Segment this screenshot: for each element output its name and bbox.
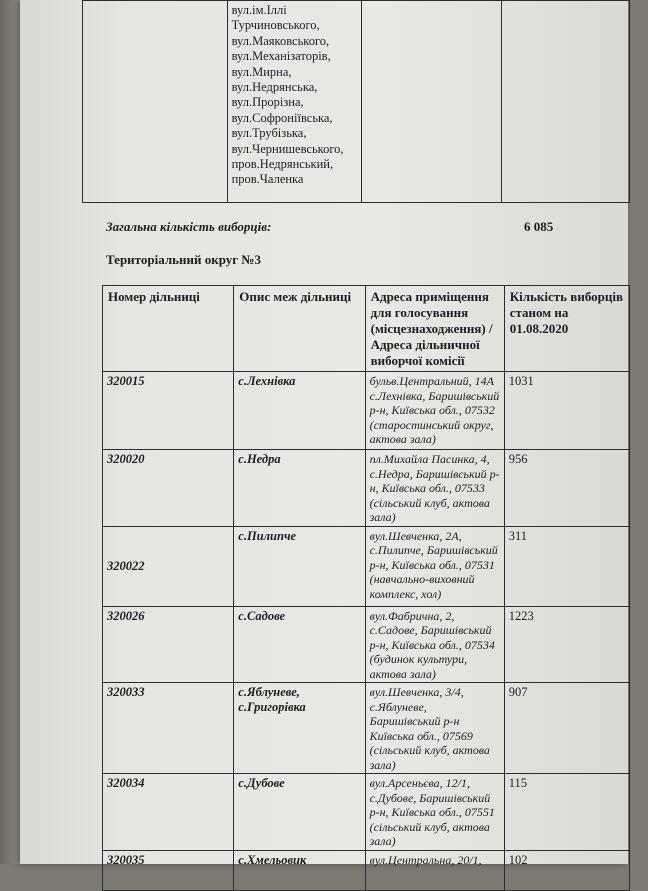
table-row <box>83 1 630 203</box>
previous-district-table <box>82 0 630 203</box>
total-voters-value: 6 085 <box>524 219 554 234</box>
station-address: вул.Шевченка, 3/4, с.Яблуневе, Баришівський р-н Київська обл., 07569 (сільський клуб, актова зала) <box>365 683 504 774</box>
station-voters: 311 <box>504 526 629 606</box>
street-line: вул.Мирна, <box>231 64 292 79</box>
station-address: пл.Михайла Пасинка, 4, с.Недра, Баришівський р-н, Київська обл., 07533 (сільський клуб, актова зала) <box>365 450 504 527</box>
district-title: Територіальний округ №3 <box>106 252 261 267</box>
table-row <box>103 526 630 606</box>
table-row <box>103 372 630 450</box>
station-voters: 102 <box>504 850 629 890</box>
street-line: вул.Недрянська, <box>231 80 318 95</box>
page-edge-shadow <box>0 0 20 864</box>
station-villages: с.Недра <box>234 450 365 527</box>
empty-cell <box>362 1 502 203</box>
station-number: 320020 <box>103 450 234 527</box>
street-line: вул.Механізаторів, <box>231 49 331 64</box>
station-villages: с.Хмельовик <box>234 850 365 890</box>
station-voters: 115 <box>504 774 629 851</box>
station-address: вул.Фабрична, 2, с.Садове, Баришівський р-н, Київська обл., 07534 (будинок культури, актова зала) <box>365 606 504 683</box>
station-villages: с.Дубове <box>234 774 365 851</box>
station-number: 320022 <box>103 526 234 606</box>
table-row <box>103 450 630 527</box>
table-header-row <box>103 286 630 372</box>
station-villages: с.Пилипче <box>234 526 365 606</box>
empty-cell <box>501 1 629 203</box>
street-line: вул.Чернишевського, <box>231 141 344 156</box>
street-line: вул.Софроніївська, <box>231 110 333 125</box>
station-number: 320033 <box>103 683 234 774</box>
total-voters-label: Загальна кількість виборців: <box>106 219 272 234</box>
station-number: 320035 <box>103 850 234 890</box>
header-voters: Кількість виборців станом на 01.08.2020 <box>504 286 629 372</box>
streets-cell <box>227 1 361 203</box>
station-address: вул.Арсеньєва, 12/1, с.Дубове, Баришівський р-н, Київська обл., 07551 (сільський клуб, актова зала) <box>365 774 504 851</box>
station-villages: с.Яблуневе, с.Григорівка <box>234 683 365 774</box>
table-row <box>103 606 630 683</box>
street-line: Турчиновського, <box>231 18 320 33</box>
street-line: вул.Маяковського, <box>231 33 330 48</box>
station-villages: с.Лехнівка <box>234 372 365 450</box>
station-voters: 907 <box>504 683 629 774</box>
station-villages: с.Садове <box>234 606 365 683</box>
street-line: пров.Чаленка <box>231 172 304 187</box>
header-address: Адреса приміщення для голосування (місцезнаходження) / Адреса дільничної виборчої комісії <box>365 286 504 372</box>
station-address: вул.Центральна, 20/1, <box>365 850 504 890</box>
station-voters: 1223 <box>504 606 629 683</box>
station-voters: 956 <box>504 450 629 527</box>
street-line: вул.Прорізна, <box>231 95 304 110</box>
header-boundaries: Опис меж дільниці <box>234 286 365 372</box>
station-address: вул.Шевченка, 2А, с.Пилипче, Баришівський р-н, Київська обл., 07531 (навчально-виховний комплекс, хол) <box>365 526 504 606</box>
street-line: пров.Недрянський, <box>231 157 334 172</box>
table-row <box>103 850 630 890</box>
station-number: 320015 <box>103 372 234 450</box>
station-number: 320034 <box>103 774 234 851</box>
station-address: бульв.Центральний, 14А с.Лехнівка, Баришівський р-н, Київська обл., 07532 (старостинський округ, актова зала) <box>365 372 504 450</box>
document-page <box>20 0 628 867</box>
station-voters: 1031 <box>504 372 629 450</box>
polling-stations-table <box>102 285 630 891</box>
street-line: вул.ім.Іллі <box>231 3 287 17</box>
table-row <box>103 683 630 774</box>
header-station-number: Номер дільниці <box>103 286 234 372</box>
station-number: 320026 <box>103 606 234 683</box>
table-row <box>103 774 630 851</box>
street-line: вул.Трубізька, <box>231 126 307 141</box>
empty-cell <box>83 1 228 203</box>
